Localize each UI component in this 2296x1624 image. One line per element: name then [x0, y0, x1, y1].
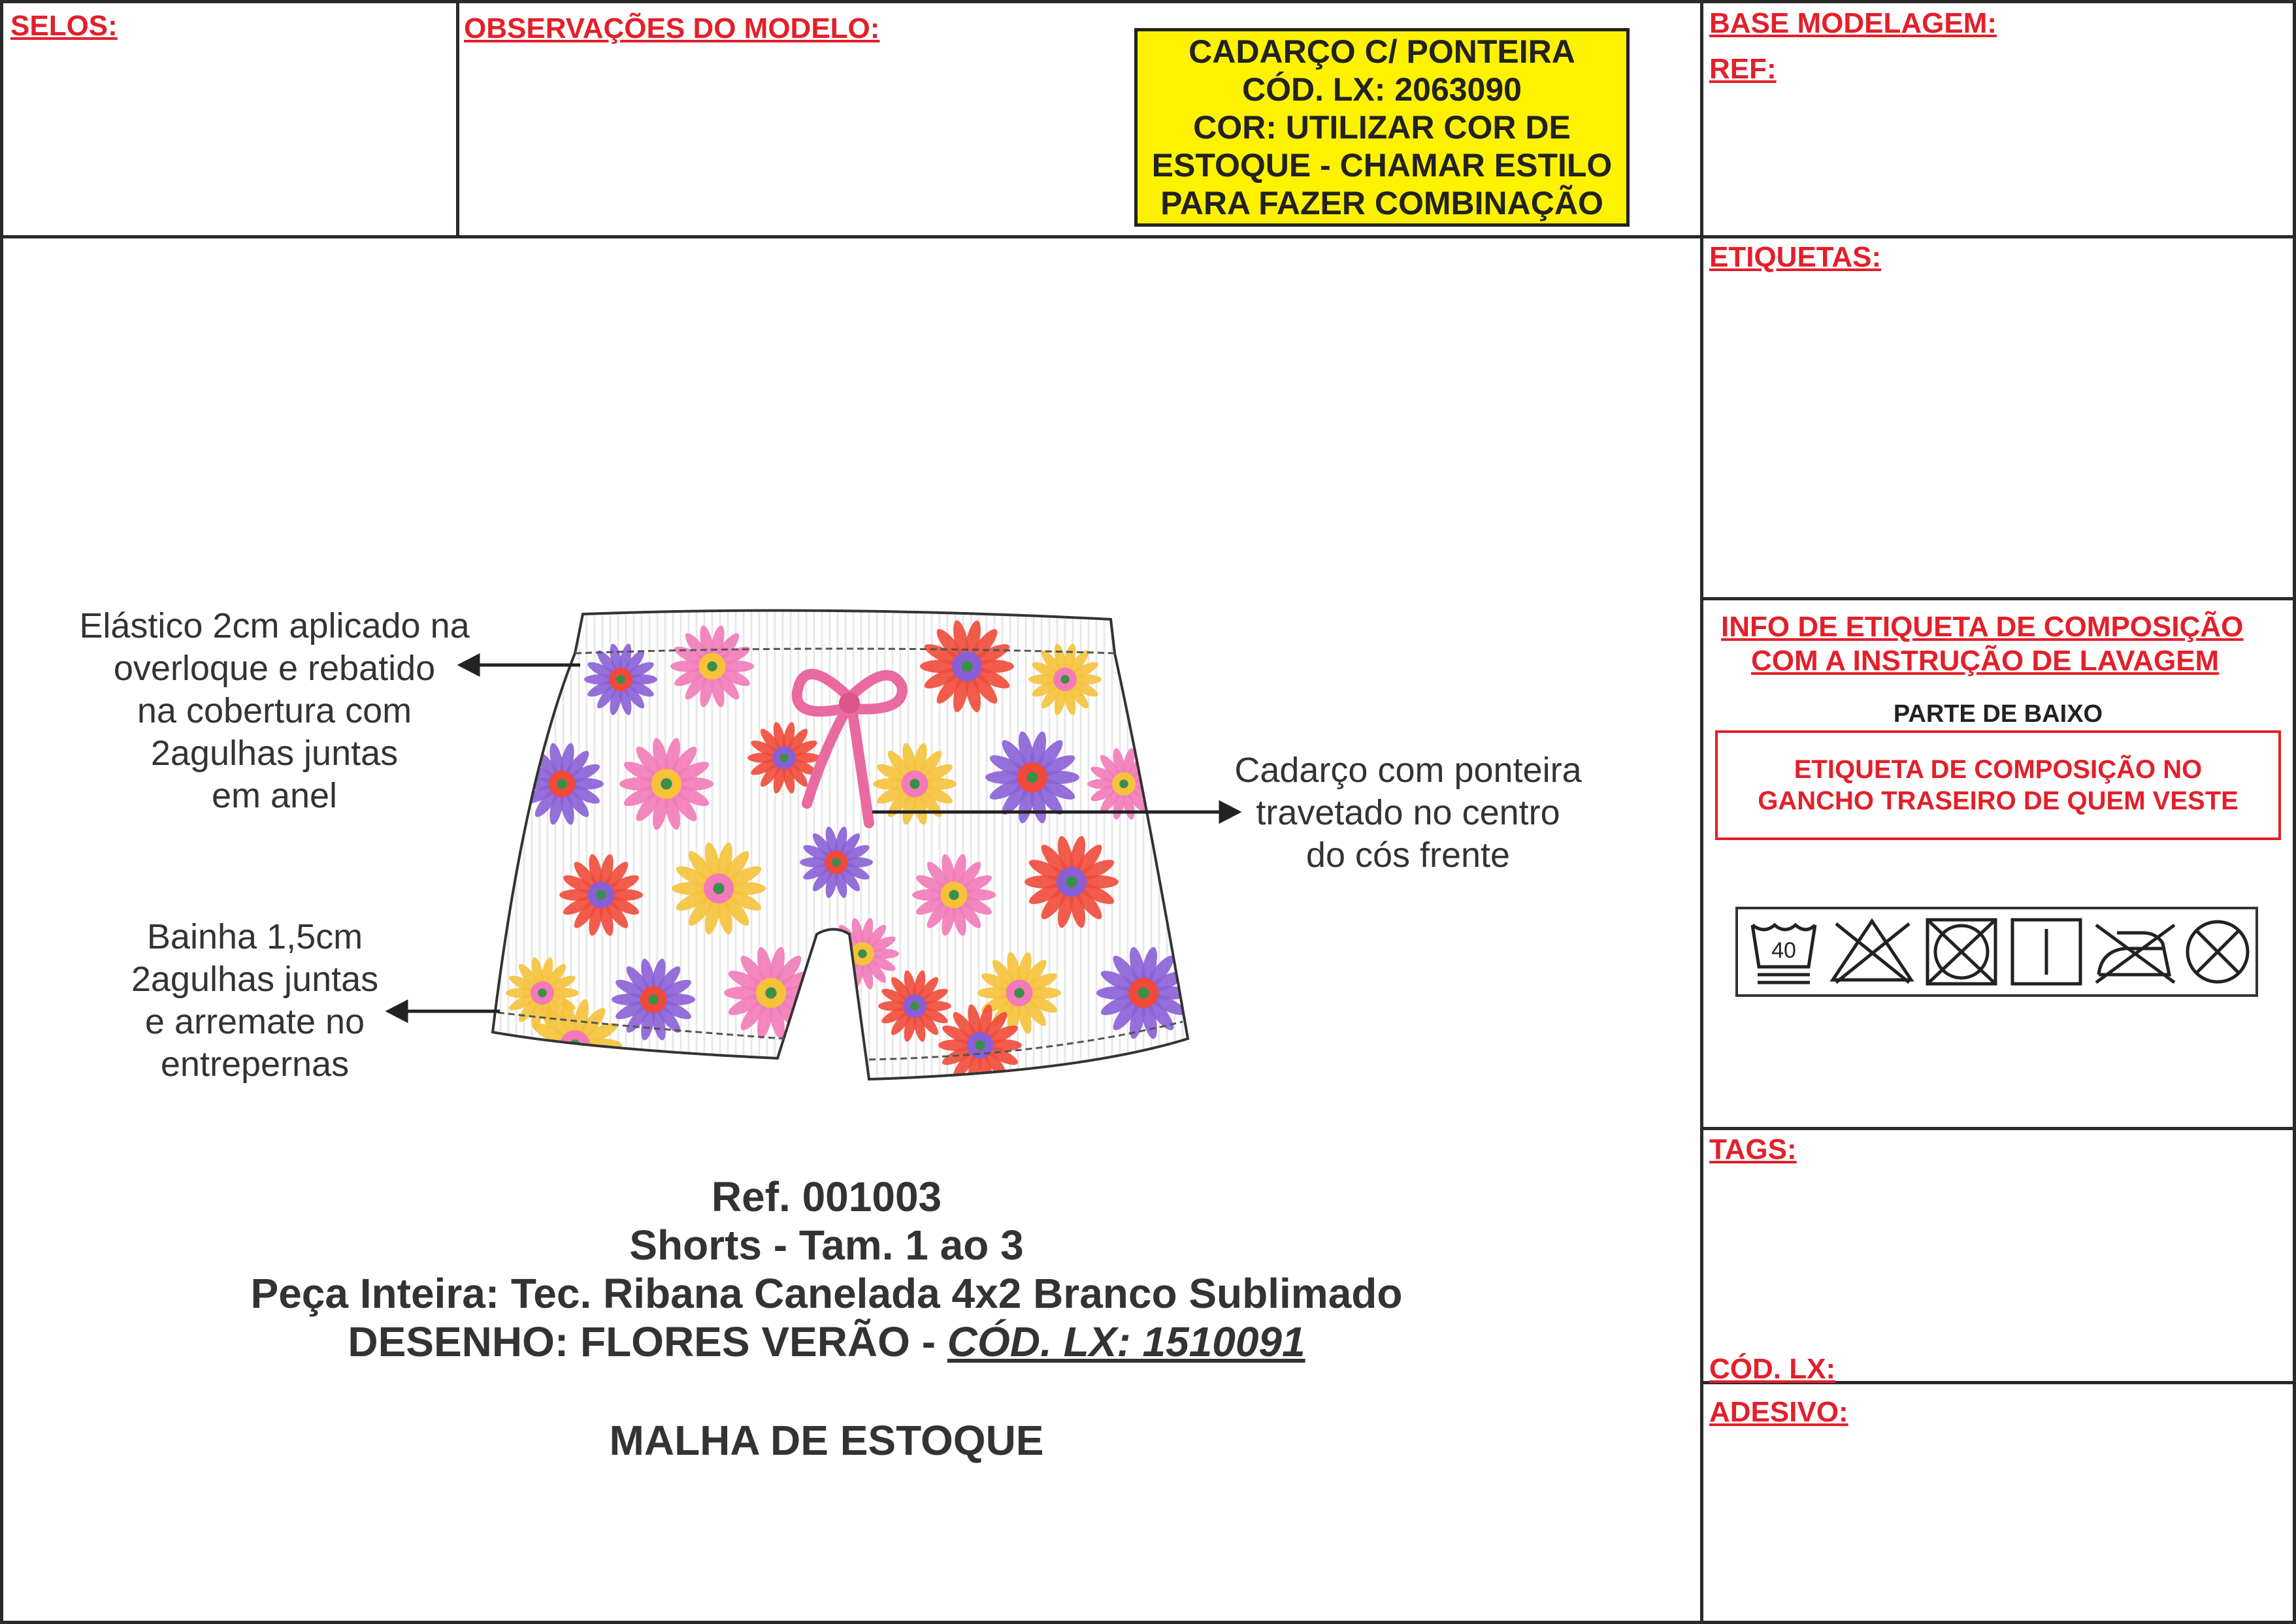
bainha-arrow [389, 1002, 500, 1020]
note-line: entrepernas [160, 1045, 350, 1084]
design-prefix: DESENHO: FLORES VERÃO - [348, 1318, 947, 1365]
sidebar-divider-3 [1700, 1127, 2296, 1130]
shorts-illustration [327, 588, 1633, 1084]
note-line: overloque e rebatido [113, 649, 436, 688]
no-iron-icon [2096, 925, 2174, 983]
tags-label: TAGS: [1709, 1133, 1797, 1165]
sidebar-divider-1 [1700, 235, 2296, 238]
header-divider [0, 235, 1701, 238]
note-line: CADARÇO C/ PONTEIRA [1189, 33, 1575, 70]
drawstring-knot [839, 692, 860, 713]
note-line: do cós frente [1305, 836, 1511, 875]
product-fabric: Peça Inteira: Tec. Ribana Canelada 4x2 Branco Sublimado [250, 1270, 1403, 1317]
care-symbols [1735, 907, 2258, 997]
wash-temperature: 40 [1771, 938, 1796, 963]
etiquetas-label: ETIQUETAS: [1709, 241, 1882, 273]
composicao-line: GANCHO TRASEIRO DE QUEM VESTE [1758, 787, 2239, 815]
note-line: PARA FAZER COMBINAÇÃO [1160, 185, 1603, 221]
note-line: COR: UTILIZAR COR DE [1193, 109, 1571, 146]
line-dry-icon [2012, 920, 2080, 984]
product-info [0, 1173, 1653, 1366]
frame-bottom [0, 1621, 2296, 1624]
note-line: travetado no centro [1256, 793, 1560, 832]
note-line: Cadarço com ponteira [1234, 751, 1582, 790]
observacoes-label: OBSERVAÇÕES DO MODELO: [464, 12, 880, 44]
product-ref: Ref. 001003 [711, 1173, 942, 1220]
note-line: CÓD. LX: 2063090 [1242, 71, 1522, 108]
stock-note: MALHA DE ESTOQUE [609, 1417, 1044, 1464]
adesivo-label: ADESIVO: [1709, 1396, 1848, 1428]
base-modelagem-label: BASE MODELAGEM: [1709, 7, 1997, 39]
shorts-fabric [457, 588, 1241, 1084]
cod-lx-label: CÓD. LX: [1709, 1353, 1836, 1385]
note-line: Elástico 2cm aplicado na [79, 606, 470, 645]
sidebar-divider-2 [1700, 597, 2296, 600]
note-line: Bainha 1,5cm [146, 917, 363, 956]
care-symbols-svg [1738, 909, 2255, 994]
no-bleach-icon [1833, 921, 1911, 983]
selos-label: SELOS: [10, 10, 118, 42]
note-line: na cobertura com [137, 691, 412, 730]
frame-top [0, 0, 2296, 3]
product-design [0, 1318, 1653, 1366]
product-name: Shorts - Tam. 1 ao 3 [629, 1222, 1024, 1269]
wash-40-icon [1752, 925, 1815, 983]
composicao-line: ETIQUETA DE COMPOSIÇÃO NO [1794, 755, 2203, 784]
note-line: 2agulhas juntas [150, 734, 399, 773]
frame-left [0, 0, 3, 1624]
ref-label: REF: [1709, 53, 1777, 85]
note-line: em anel [211, 776, 338, 815]
note-line: ESTOQUE - CHAMAR ESTILO [1151, 147, 1613, 184]
parte-de-baixo: PARTE DE BAIXO [1893, 700, 2103, 728]
no-tumble-dry-icon [1927, 920, 1995, 984]
design-code: CÓD. LX: 1510091 [947, 1318, 1305, 1365]
info-title-line-1: INFO DE ETIQUETA DE COMPOSIÇÃO [1721, 611, 2244, 643]
no-dry-clean-icon [2188, 922, 2248, 982]
info-title-line-2: COM A INSTRUÇÃO DE LAVAGEM [1751, 645, 2220, 677]
drawstring-note [1134, 28, 1630, 227]
note-line: e arremate no [144, 1002, 365, 1041]
note-line: 2agulhas juntas [131, 960, 379, 999]
selos-divider [456, 0, 459, 238]
elastico-arrow [461, 656, 580, 674]
composicao-box [1715, 730, 2281, 840]
